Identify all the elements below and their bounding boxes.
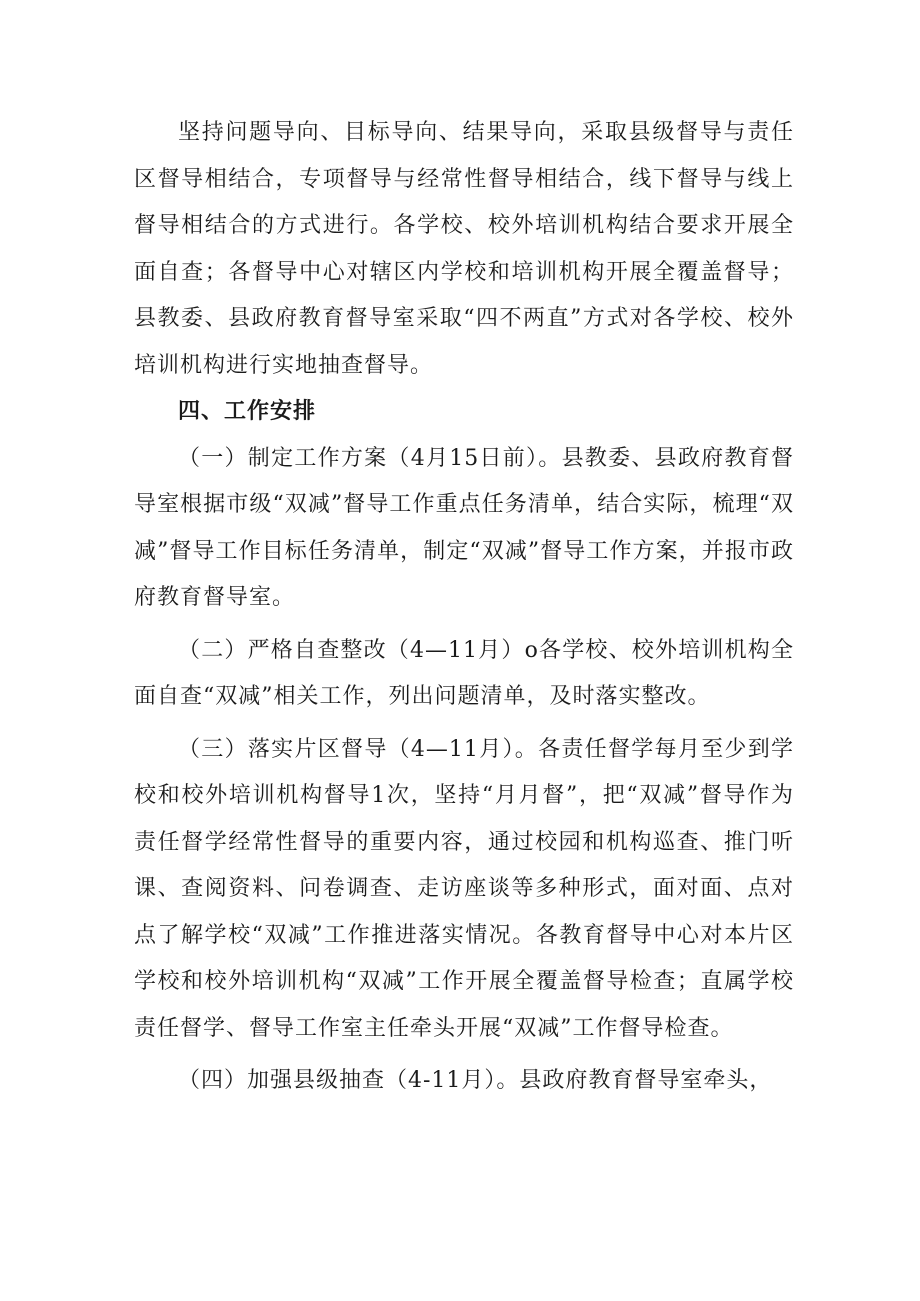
document-body	[134, 110, 794, 1105]
paragraph-district-supervision: （三）落实片区督导（4—11月）。各责任督学每月至少到学校和校外培训机构督导1次，坚持“月月督”，把“双减”督导作为责任督学经常性督导的重要内容，通过校园和机构巡查、推门听课、查阅资料、问卷调查、走访座谈等多种形式，面对面、点对点了解学校“双减”工作推进落实情况。各教育督导中心对本片区学校和校外培训机构“双减”工作开展全覆盖督导检查；直属学校责任督学、督导工作室主任牵头开展“双减”工作督导检查。	[134, 736, 794, 1041]
paragraph-county-spot-check: （四）加强县级抽查（4-11月）。县政府教育督导室牵头，	[178, 1068, 773, 1093]
paragraph-supervision-method: 坚持问题导向、目标导向、结果导向，采取县级督导与责任区督导相结合，专项督导与经常性督导相结合，线下督导与线上督导相结合的方式进行。各学校、校外培训机构结合要求开展全面自查；各督导中心对辖区内学校和培训机构开展全覆盖督导；县教委、县政府教育督导室采取“四不两直”方式对各学校、校外培训机构进行实地抽查督导。	[134, 120, 794, 378]
section-heading-work-arrangement: 四、工作安排	[178, 399, 317, 424]
paragraph-self-check: （二）严格自查整改（4—11月）o各学校、校外培训机构全面自查“双减”相关工作，列出问题清单，及时落实整改。	[134, 637, 794, 709]
paragraph-plan: （一）制定工作方案（4月15日前）。县教委、县政府教育督导室根据市级“双减”督导工作重点任务清单，结合实际，梳理“双减”督导工作目标任务清单，制定“双减”督导工作方案，并报市政府教育督导室。	[134, 445, 794, 610]
